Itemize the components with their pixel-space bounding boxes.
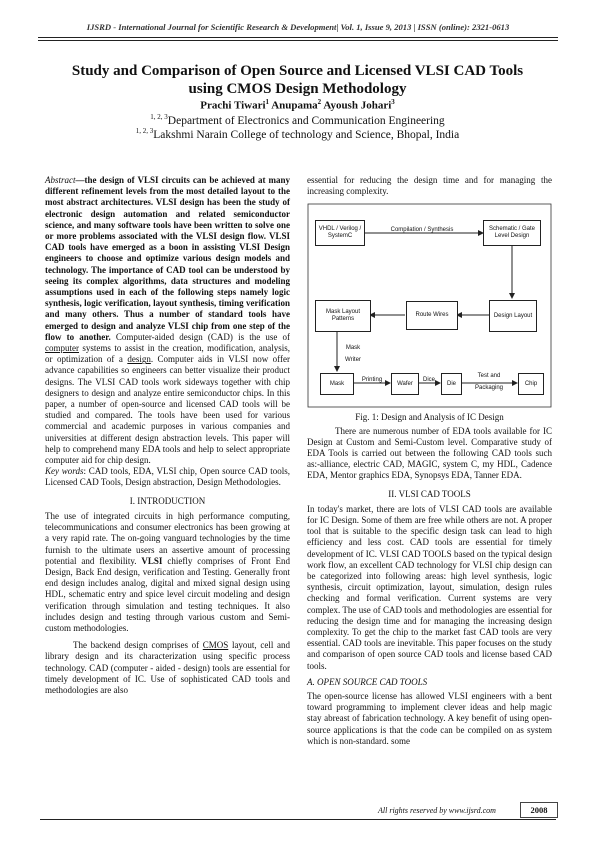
intro-p2a: The backend design comprises of	[73, 640, 203, 651]
box-mask: Mask	[320, 373, 354, 395]
abstract-label: Abstract	[45, 175, 76, 185]
box-design-layout: Design Layout	[489, 300, 537, 332]
paper-title	[40, 62, 555, 98]
right-paragraph-1: There are numerous number of EDA tools available for IC Design at Custom and Semi-Custom level. Comparative study of EDA Tools is carried out between the following CAD tools such as:-alliance, electric CAD, MAGIC, system C, my HDL, Cadence EDA, Mentor graphics EDA, Synopsys EDA, Tanner EDA.	[307, 425, 552, 481]
header-rule	[38, 37, 558, 38]
author-1-sup: 1	[265, 98, 270, 106]
intro-p1a: The use of integrated circuits in high performance computing, telecommunications and consumer electronics has been growing at a very rapid rate. The on-going vanguard technologies by the time furnish to the ultimate users an assertive amount of processing potential and flexibility.	[45, 510, 290, 566]
author-3-sup: 3	[391, 98, 395, 106]
author-2-sup: 2	[317, 98, 322, 106]
abstract-text-2a: Computer-aided design (CAD) is the use of	[110, 331, 290, 342]
affiliation-1-sup: 1, 2, 3	[150, 113, 168, 121]
abstract-text-2b: systems to assist in the creation, modification, analysis, or optimization of a	[45, 343, 290, 365]
intro-paragraph-1	[45, 511, 290, 634]
author-2: Anupama	[271, 99, 318, 112]
footer-rule	[40, 819, 556, 820]
figure-ic-design-flow	[307, 203, 552, 408]
intro-p2b: layout, cell and library design and its characterization using specific process technology. CAD (computer - aided - design) tools are essential for timely development of IC. Use of sophisticated CAD tools and methodologies are also	[45, 640, 290, 695]
intro-paragraph-2	[45, 640, 290, 696]
figure-caption: Fig. 1: Design and Analysis of IC Design	[355, 412, 504, 423]
box-wafer: Wafer	[391, 373, 419, 395]
vlsi-cad-paragraph: In today's market, there are lots of VLSI CAD tools are available for IC Design. Some of them are free while others are not. A proper tool that is suitable to the specific design task can lead to high efficiency and less cost. CAD tools are essential for timely development of IC. VLSI CAD TOOLS based on the typical design work flow, an excellent CAD technology for VLSI chip design can be categorized into following areas: high level synthesis, logic synthesis, circuit optimization, layout, simulation, design rules checking and formal verification. Current systems are very complex. The use of CAD tools and methodologies are essential for reducing the design time and for managing the increasing design complexity. To get the chip to the market fast CAD tools are very essential. CAD tools are inevitable. This paper focuses on the study and comparison of open source CAD tools and license based CAD tools.	[307, 503, 552, 671]
box-die: Die	[441, 373, 462, 395]
affiliation-1-text: Department of Electronics and Communication Engineering	[167, 114, 445, 127]
affiliation-1	[40, 113, 555, 127]
affiliation-2-text: Lakshmi Narain College of technology and Science, Bhopal, India	[153, 128, 460, 141]
cmos-link[interactable]: CMOS	[202, 640, 229, 651]
right-top-text: essential for reducing the design time and for managing the increasing complexity.	[307, 175, 552, 197]
header-rule-thin	[38, 40, 558, 41]
intro-p1b: chiefly comprises of Front End Design, Back End design, verification and Testing. Generally front end design includes analog, digital and mixed signal design using HDL, schematic entry and spice level circuit modeling and design verification through simulation and testing techniques. It also includes design and testing through various custom and Semi-custom methodologies.	[45, 555, 290, 633]
design-link[interactable]: design	[127, 354, 151, 365]
page-number: 2008	[520, 802, 558, 818]
computer-link[interactable]: computer	[45, 343, 79, 354]
abstract	[45, 175, 290, 466]
abstract-text: —the design of VLSI circuits can be achieved at many different refinement levels from the most detailed layout to the most abstract architectures. VLSI design has been the study of electronic design automation and related semiconductor science, and many software tools have been written to solve one or more problems associated with the VLSI design flow. VLSI CAD tools have emerged as a boon in assisting VLSI Design engineers to choose and optimize various design models and technology. The importance of CAD tool can be understood by seeing its complex algorithms, data structures and modeling assumptions used in each of the following steps namely logic synthesis, logic verification, layout synthesis, timing verification and many others. Thus a number of standard tools have emerged to design and analyze VLSI chip from one step of the flow to another.	[45, 175, 290, 342]
keywords	[45, 466, 290, 488]
journal-header: IJSRD - International Journal for Scientific Research & Development| Vol. 1, Issue 9, 2013 | ISSN (online): 2321-0613	[86, 22, 510, 32]
open-source-paragraph: The open-source license has allowed VLSI engineers with a bent toward programming to implement clever ideas and help magic stay abreast of fabrication technology. A key benefit of using open-source applications is that the code can be compiled on as system which is non-standard. some	[307, 691, 552, 746]
box-mask-layout: Mask Layout Patterns	[315, 300, 371, 332]
label-compilation: Compilation / Synthesis	[390, 227, 454, 234]
author-1: Prachi Tiwari	[200, 99, 266, 112]
title-line-1: Study and Comparison of Open Source and Licensed VLSI CAD Tools	[71, 63, 524, 79]
section-heading-intro: I. INTRODUCTION	[129, 495, 206, 506]
authors	[40, 98, 555, 112]
affiliation-2	[40, 127, 555, 141]
title-line-2: using CMOS Design Methodology	[188, 81, 407, 97]
label-dice: Dice	[422, 377, 435, 384]
box-route-wires: Route Wires	[406, 301, 458, 330]
intro-vlsi: VLSI	[141, 555, 163, 566]
abstract-text-2c: . Computer aids in VLSI now offer advance capabilities so engineers can better visualize their product designs. The VLSI CAD tools work sideways together with chip designers to design and analyze entire semiconductor chips. In this paper, a number of open-source and licensed CAD tools will be studied and compared. The tools have been used for various commercial and academic purposes in various companies and universities at different design abstraction levels. This paper will help to comprehend many EDA tools and help to select appropriate computer aid for chip design.	[45, 354, 290, 466]
footer-rights: All rights reserved by www.ijsrd.com	[378, 806, 496, 815]
author-3: Ayoush Johari	[323, 99, 392, 112]
box-chip: Chip	[518, 373, 544, 395]
label-test-packaging: Test and Packaging	[474, 373, 504, 391]
right-column	[307, 175, 552, 747]
label-mask-writer: Mask Writer	[345, 345, 361, 363]
box-schematic: Schematic / Gate Level Design	[483, 220, 541, 246]
box-vhdl: VHDL / Verilog / SystemC	[315, 220, 365, 246]
label-printing: Printing	[361, 377, 383, 384]
keywords-text: : CAD tools, EDA, VLSI chip, Open source CAD tools, Licensed CAD Tools, Design abstraction, Design Methodologies.	[45, 466, 290, 488]
left-column	[45, 175, 290, 696]
section-heading-vlsi-cad: II. VLSI CAD TOOLS	[388, 488, 471, 499]
subsection-heading-open-source: A. OPEN SOURCE CAD TOOLS	[307, 676, 428, 687]
keywords-label: Key words	[45, 466, 84, 477]
affiliation-2-sup: 1, 2, 3	[135, 127, 154, 135]
